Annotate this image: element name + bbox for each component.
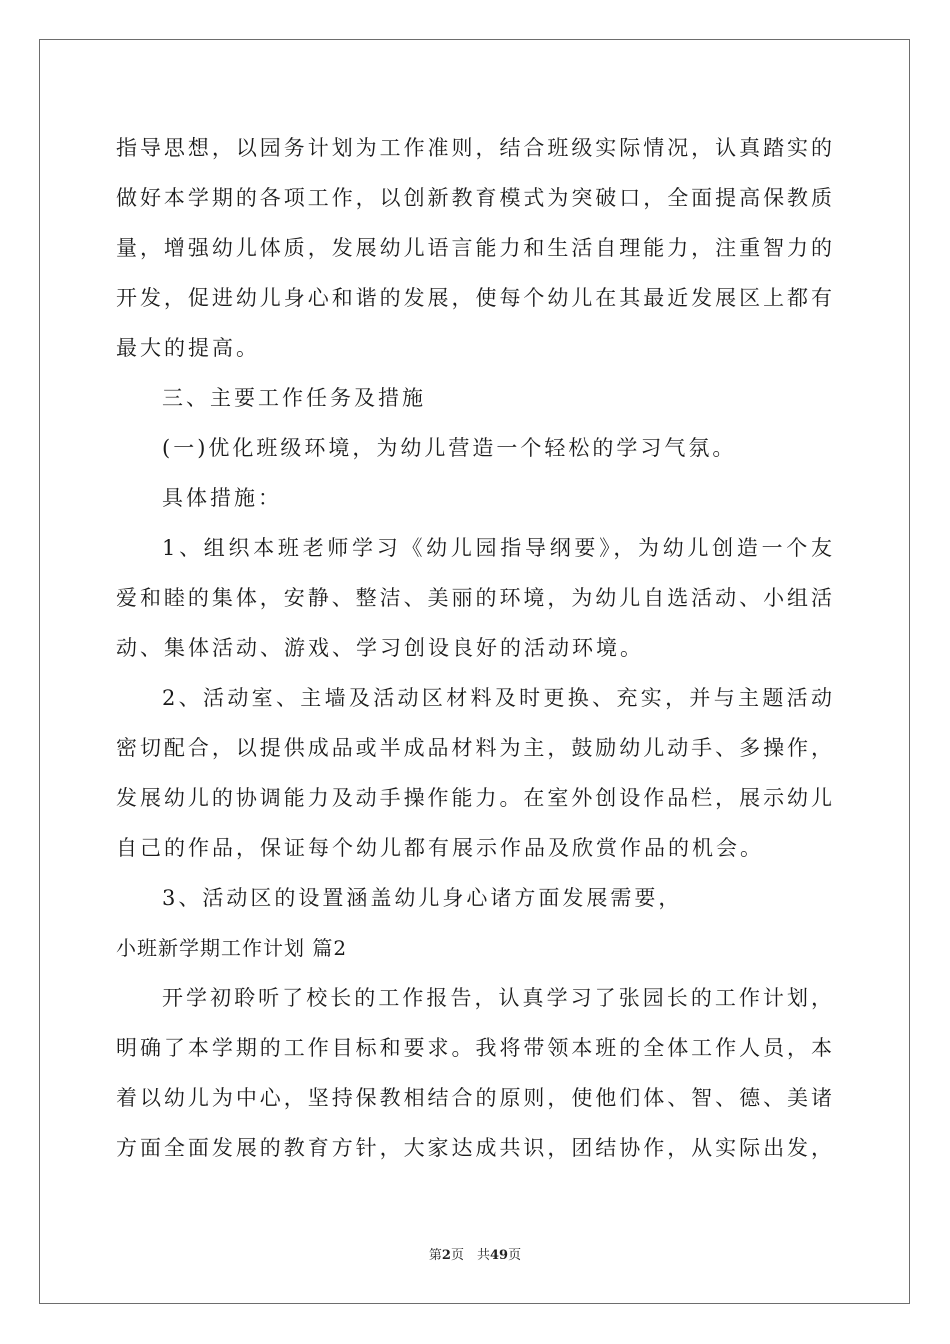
- paragraph-line: 爱和睦的集体，安静、整洁、美丽的环境，为幼儿自选活动、小组活: [116, 586, 832, 610]
- paragraph-line: 发展幼儿的协调能力及动手操作能力。在室外创设作品栏，展示幼儿: [116, 786, 832, 810]
- current-page-number: 2: [441, 1248, 451, 1263]
- footer-suffix: 页: [508, 1248, 522, 1263]
- footer-prefix: 第: [428, 1248, 442, 1263]
- paragraph-line: 量，增强幼儿体质，发展幼儿语言能力和生活自理能力，注重智力的: [116, 236, 832, 260]
- paragraph-line: 最大的提高。: [116, 336, 260, 360]
- document-body: [116, 128, 832, 1178]
- paragraph-line: 着以幼儿为中心，坚持保教相结合的原则，使他们体、智、德、美诸: [116, 1086, 832, 1110]
- paragraph-line: 2、活动室、主墙及活动区材料及时更换、充实，并与主题活动: [162, 686, 832, 710]
- paragraph-line: 3、活动区的设置涵盖幼儿身心诸方面发展需要，: [162, 886, 683, 910]
- measures-label: 具体措施：: [162, 486, 282, 510]
- footer-mid: 页 共: [450, 1248, 490, 1263]
- page-footer: [0, 1244, 950, 1263]
- section-heading: 三、主要工作任务及措施: [162, 386, 426, 410]
- paragraph-line: 密切配合，以提供成品或半成品材料为主，鼓励幼儿动手、多操作，: [116, 736, 832, 760]
- paragraph-line: 指导思想，以园务计划为工作准则，结合班级实际情况，认真踏实的: [116, 136, 832, 160]
- paragraph-line: 明确了本学期的工作目标和要求。我将带领本班的全体工作人员，本: [116, 1036, 832, 1060]
- paragraph-line: 开发，促进幼儿身心和谐的发展，使每个幼儿在其最近发展区上都有: [116, 286, 832, 310]
- paragraph-line: 方面全面发展的教育方针，大家达成共识，团结协作，从实际出发，: [116, 1136, 832, 1160]
- subsection-heading: (一)优化班级环境，为幼儿营造一个轻松的学习气氛。: [162, 436, 737, 460]
- paragraph-line: 自己的作品，保证每个幼儿都有展示作品及欣赏作品的机会。: [116, 836, 764, 860]
- paragraph-line: 动、集体活动、游戏、学习创设良好的活动环境。: [116, 636, 644, 660]
- article-title: 小班新学期工作计划 篇2: [116, 936, 348, 960]
- paragraph-line: 开学初聆听了校长的工作报告，认真学习了张园长的工作计划，: [162, 986, 832, 1010]
- paragraph-line: 1、组织本班老师学习《幼儿园指导纲要》，为幼儿创造一个友: [162, 536, 832, 560]
- total-page-count: 49: [489, 1248, 509, 1263]
- paragraph-line: 做好本学期的各项工作，以创新教育模式为突破口，全面提高保教质: [116, 186, 832, 210]
